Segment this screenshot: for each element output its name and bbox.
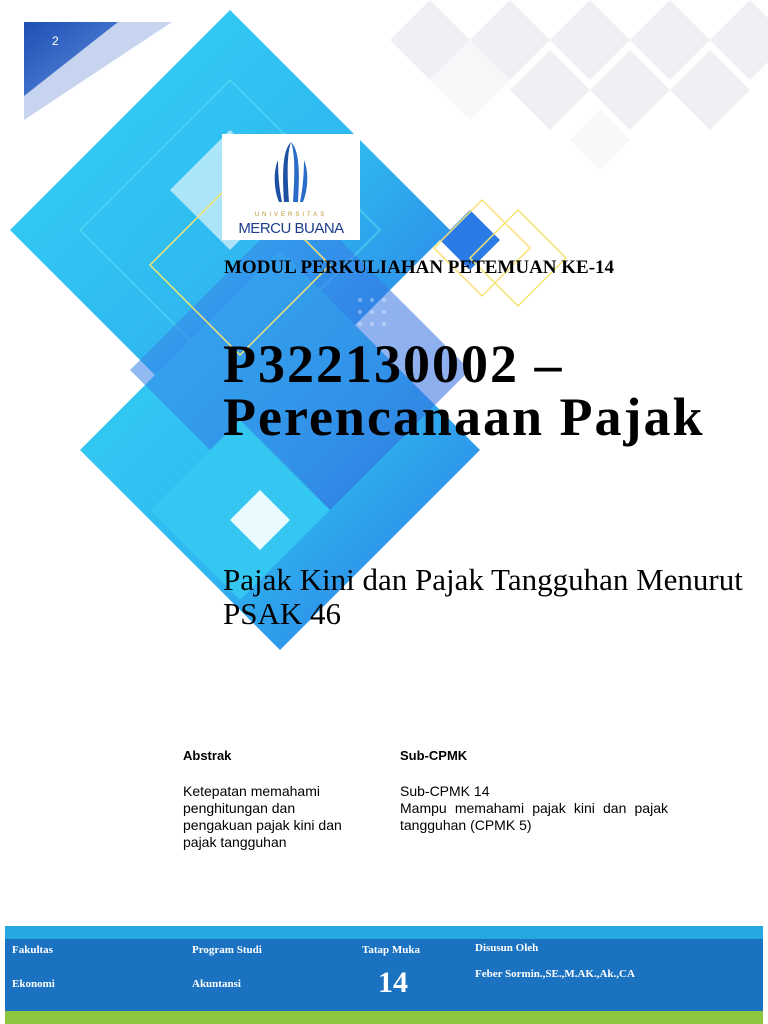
page-number: 2 [52,34,59,48]
prodi-value: Akuntansi [192,978,241,990]
footer-bottom-band [5,1011,763,1024]
disusun-label: Disusun Oleh [475,942,539,954]
author-name: Feber Sormin.,SE.,M.AK.,Ak.,CA [475,968,635,980]
university-logo [222,134,360,240]
fakultas-label: Fakultas [12,944,53,956]
tatap-muka-value: 14 [378,966,408,999]
fakultas-value: Ekonomi [12,978,55,990]
footer-top-band [5,926,763,939]
abstrak-heading: Abstrak [183,748,232,763]
sub-cpmk-number: Sub-CPMK 14 [400,783,490,799]
module-subtitle: Pajak Kini dan Pajak Tangguhan Menurut PSAK 46 [223,562,743,631]
mercu-buana-emblem-icon [270,140,312,206]
course-title: P322130002 – Perencanaan Pajak [223,334,705,447]
footer-info-bar [5,939,763,1011]
logo-university-name: MERCU BUANA [238,220,344,237]
module-title: MODUL PERKULIAHAN PETEMUAN KE-14 [224,257,615,278]
abstrak-text: Ketepatan memahami penghitungan dan pengakuan pajak kini dan pajak tangguhan [183,783,342,850]
tatap-muka-label: Tatap Muka [362,944,420,956]
sub-cpmk-heading: Sub-CPMK [400,748,468,763]
prodi-label: Program Studi [192,944,262,956]
logo-university-label: UNIVERSITAS [254,212,328,218]
sub-cpmk-text: Mampu memahami pajak kini dan pajak tangguhan (CPMK 5) [400,800,668,833]
